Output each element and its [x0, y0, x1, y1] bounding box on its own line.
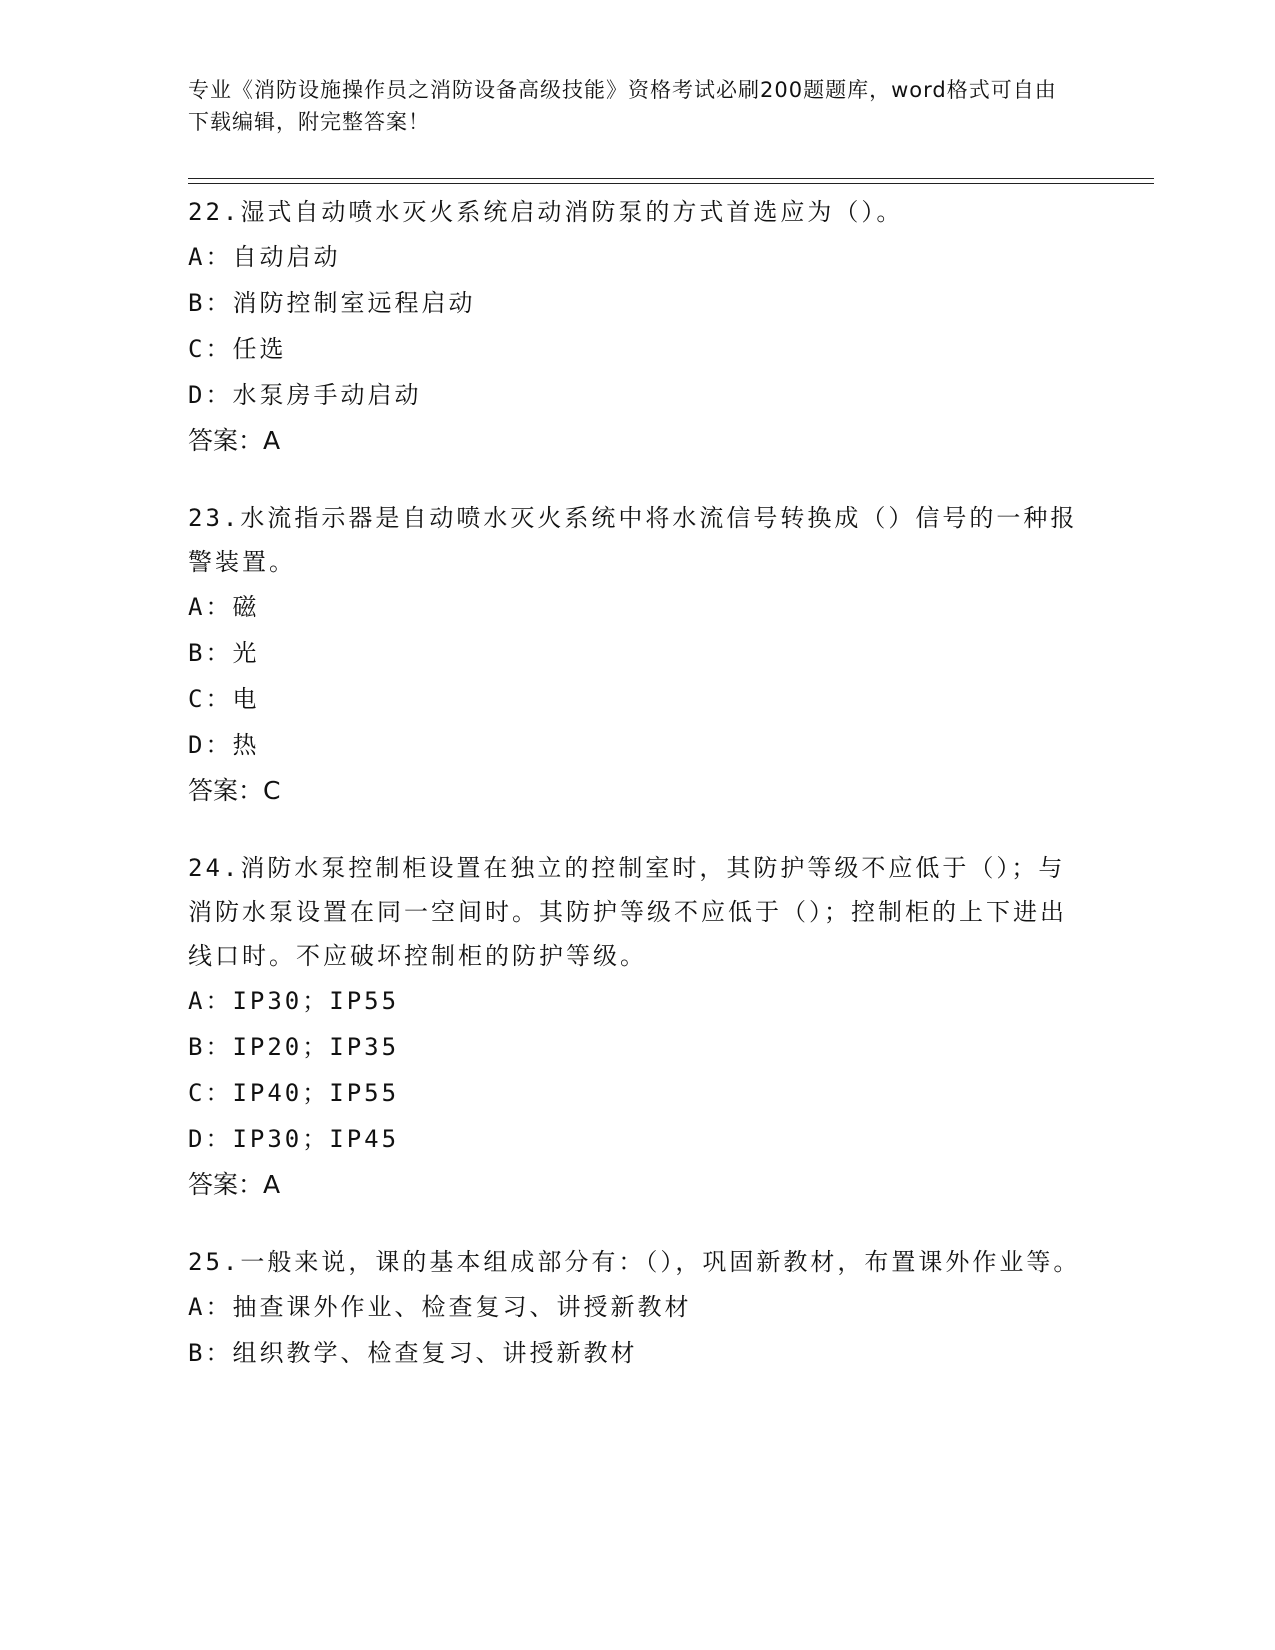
question-23 [188, 496, 1088, 814]
option-b: B：IP20；IP35 [188, 1033, 400, 1061]
option-a: A：IP30；IP55 [188, 987, 400, 1015]
option-a: A：磁 [188, 593, 260, 621]
answer-line: 答案：C [188, 776, 281, 805]
option-a: A：抽查课外作业、检查复习、讲授新教材 [188, 1293, 692, 1321]
option-c: C：IP40；IP55 [188, 1079, 400, 1107]
answer-line: 答案：A [188, 426, 281, 455]
document-header: 专业《消防设施操作员之消防设备高级技能》资格考试必刷200题题库，word格式可自由下载编辑，附完整答案！ [188, 78, 1057, 134]
answer-line: 答案：A [188, 1170, 281, 1199]
header-divider-top [188, 178, 1154, 179]
option-c: C：电 [188, 685, 260, 713]
header-divider-bottom [188, 183, 1154, 184]
question-stem: 22.湿式自动喷水灭火系统启动消防泵的方式首选应为（）。 [188, 198, 904, 226]
option-d: D：热 [188, 731, 260, 759]
question-stem: 24.消防水泵控制柜设置在独立的控制室时，其防护等级不应低于（）；与消防水泵设置在同一空间时。其防护等级不应低于（）；控制柜的上下进出线口时。不应破坏控制柜的防护等级。 [188, 854, 1067, 970]
question-stem: 23.水流指示器是自动喷水灭火系统中将水流信号转换成（）信号的一种报警装置。 [188, 504, 1078, 576]
option-a: A：自动启动 [188, 243, 341, 271]
question-list [188, 190, 1088, 1408]
question-stem: 25.一般来说，课的基本组成部分有：（），巩固新教材，布置课外作业等。 [188, 1248, 1081, 1276]
option-b: B：组织教学、检查复习、讲授新教材 [188, 1339, 638, 1367]
option-d: D：水泵房手动启动 [188, 381, 422, 409]
option-c: C：任选 [188, 335, 287, 363]
option-d: D：IP30；IP45 [188, 1125, 400, 1153]
option-b: B：消防控制室远程启动 [188, 289, 476, 317]
question-24 [188, 846, 1088, 1208]
question-22 [188, 190, 1088, 464]
question-25 [188, 1240, 1088, 1376]
option-b: B：光 [188, 639, 260, 667]
